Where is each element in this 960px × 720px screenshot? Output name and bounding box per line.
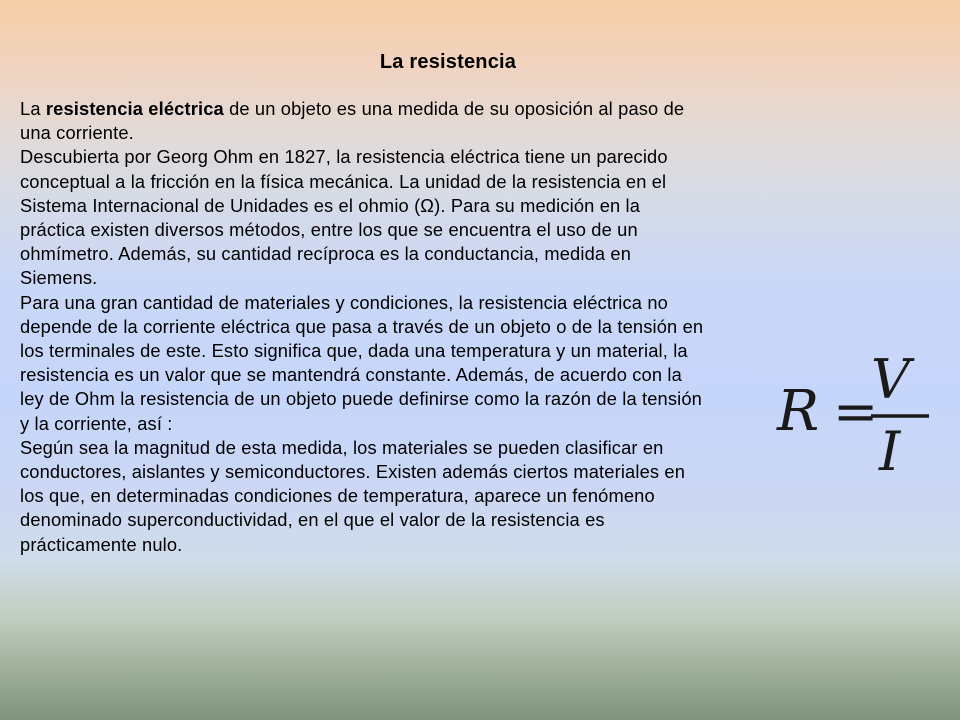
- formula-r: R: [777, 379, 820, 444]
- ohm-law-formula: [775, 350, 935, 480]
- paragraph-ohm-law: Para una gran cantidad de materiales y condiciones, la resistencia eléctrica no depende de la corriente eléctrica que pasa a través de un objeto o de la tensión en los terminales de este. Esto significa que, dada una temperatura y un material, la resistencia es un valor que se mantendrá constante. Además, de acuerdo con la ley de Ohm la resistencia de un objeto puede definirse como la razón de la tensión y la corriente, así :: [20, 291, 704, 434]
- formula-equals: =: [833, 380, 879, 443]
- paragraph-classification: Según sea la magnitud de esta medida, los materiales se pueden clasificar en conductores, aislantes y semiconductores. Existen además ciertos materiales en los que, en determinadas condiciones de temperatura, aparece un fenómeno denominado superconductividad, en el que el valor de la resistencia es prácticamente nulo.: [20, 436, 686, 555]
- body-text: [20, 97, 710, 557]
- paragraph-definition-rest: de un objeto es una medida de su oposición al paso de una corriente.: [20, 98, 685, 144]
- term-resistencia-electrica: resistencia eléctrica: [45, 98, 224, 119]
- paragraph-history: Descubierta por Georg Ohm en 1827, la resistencia eléctrica tiene un parecido conceptual a la fricción en la física mecánica. La unidad de la resistencia en el Sistema Internacional de Unidades es el ohmio (Ω). Para su medición en la práctica existen diversos métodos, entre los que se encuentra el uso de un ohmímetro. Además, su cantidad recíproca es la conductancia, medida en Siemens.: [20, 146, 668, 289]
- slide-title: La resistencia: [379, 51, 517, 73]
- paragraph-definition-lead: La: [20, 98, 46, 119]
- formula-numerator-v: V: [871, 350, 910, 411]
- formula-denominator-i: I: [879, 420, 901, 480]
- paragraph-definition: [20, 97, 710, 145]
